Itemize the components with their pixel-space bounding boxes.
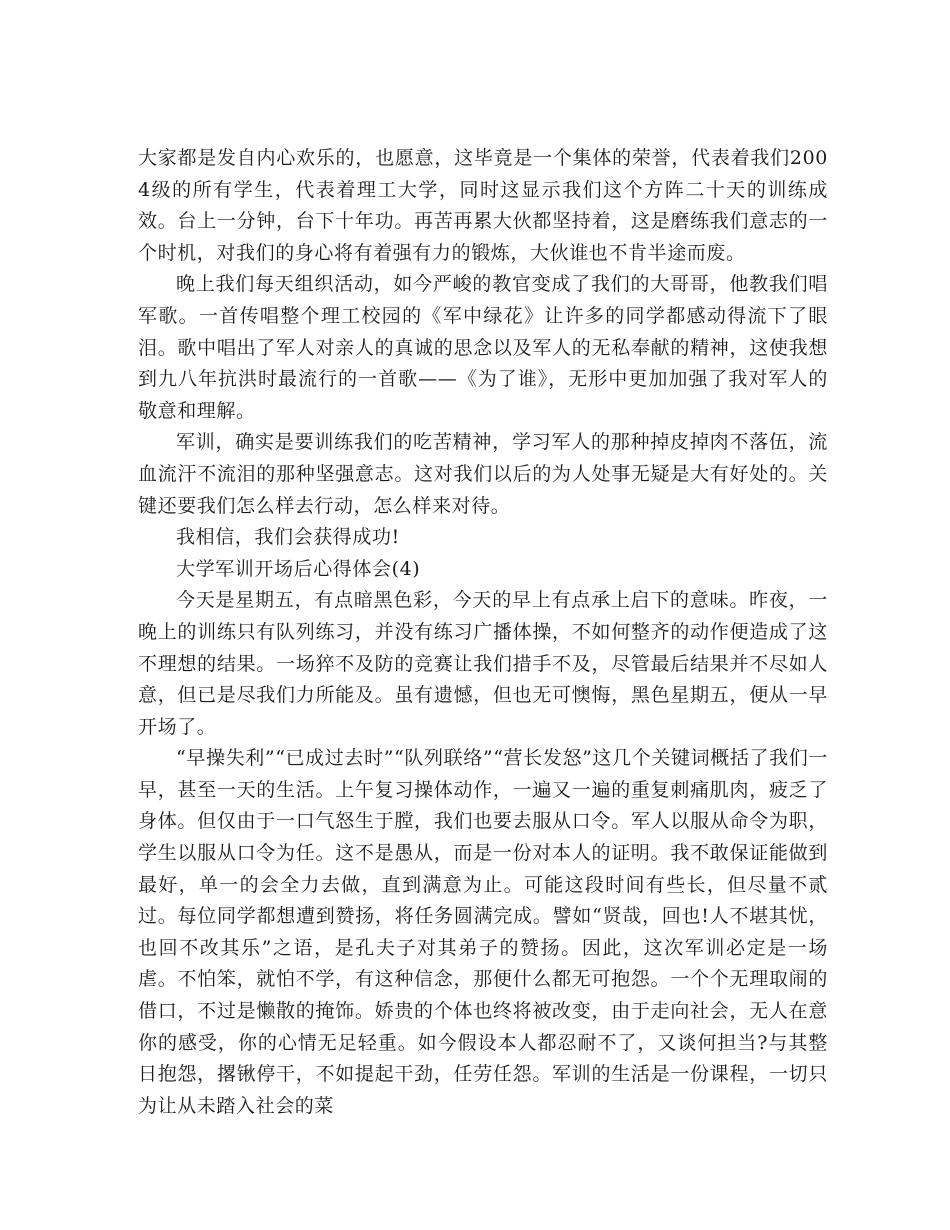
- paragraph-2: 晚上我们每天组织活动，如今严峻的教官变成了我们的大哥哥，他教我们唱军歌。一首传唱整个理工校园的《军中绿花》让许多的同学都感动得流下了眼泪。歌中唱出了军人对亲人的真诚的思念以及军人的无私奉献的精神，这使我想到九八年抗洪时最流行的一首歌——《为了谁》，无形中更加加强了我对军人的敬意和理解。: [138, 273, 828, 422]
- paragraph-6: “早操失利”“已成过去时”“队列联络”“营长发怒”这几个关键词概括了我们一早，甚至一天的生活。上午复习操体动作，一遍又一遍的重复刺痛肌肉，疲乏了身体。但仅由于一口气怒生于膛，我们也要去服从口令。军人以服从命令为职，学生以服从口令为任。这不是愚从，而是一份对本人的证明。我不敢保证能做到最好，单一的会全力去做，直到满意为止。可能这段时间有些长，但尽量不贰过。每位同学都想遭到赞扬，将任务圆满完成。譬如“贤哉，回也!人不堪其忧，也回不改其乐”之语，是孔夫子对其弟子的赞扬。因此，这次军训必定是一场虐。不怕笨，就怕不学，有这种信念，那便什么都无可抱怨。一个个无理取闹的借口，不过是懒散的掩饰。娇贵的个体也终将被改变，由于走向社会，无人在意你的感受，你的心情无足轻重。如今假设本人都忍耐不了，又谈何担当?与其整日抱怨，撂锹停干，不如提起干劲，任劳任怨。军训的生活是一份课程，一切只为让从未踏入社会的菜: [138, 747, 828, 1117]
- document-body: [138, 143, 828, 1122]
- paragraph-4: 我相信，我们会获得成功!: [176, 526, 400, 549]
- paragraph-5: 今天是星期五，有点暗黑色彩，今天的早上有点承上启下的意味。昨夜，一晚上的训练只有队列练习，并没有练习广播体操，不如何整齐的动作便造成了这不理想的结果。一场猝不及防的竞赛让我们措手不及，尽管最后结果并不尽如人意，但已是尽我们力所能及。虽有遗憾，但也无可懊悔，黑色星期五，便从一早开场了。: [138, 589, 828, 738]
- paragraph-3: 军训，确实是要训练我们的吃苦精神，学习军人的那种掉皮掉肉不落伍，流血流汗不流泪的那种坚强意志。这对我们以后的为人处事无疑是大有好处的。关键还要我们怎么样去行动，怎么样来对待。: [138, 431, 828, 517]
- paragraph-1: 大家都是发自内心欢乐的，也愿意，这毕竟是一个集体的荣誉，代表着我们2004级的所有学生，代表着理工大学，同时这显示我们这个方阵二十天的训练成效。台上一分钟，台下十年功。再苦再累大伙都坚持着，这是磨练我们意志的一个时机，对我们的身心将有着强有力的锻炼，大伙谁也不肯半途而废。: [138, 147, 828, 264]
- section-heading: 大学军训开场后心得体会(4): [176, 557, 421, 580]
